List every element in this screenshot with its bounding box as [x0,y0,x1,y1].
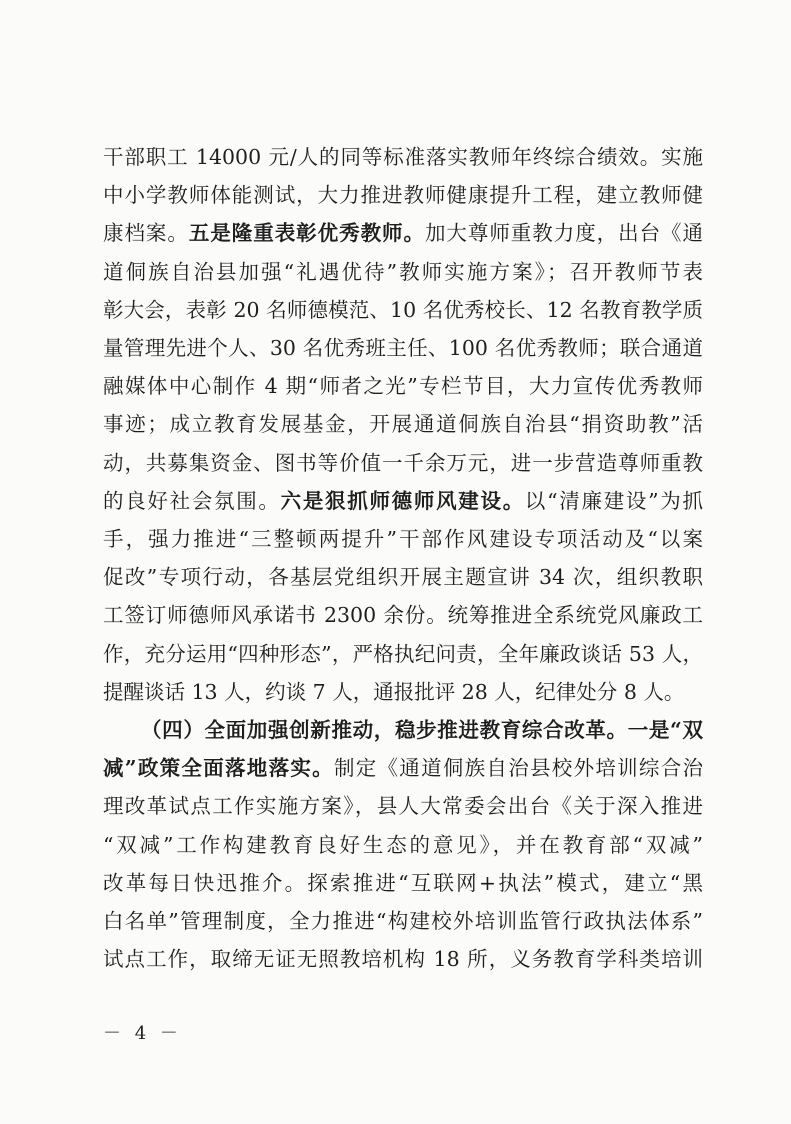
text-line [103,523,703,555]
text-line [103,408,703,440]
text-segment: 量管理先进个人、30 名优秀班主任、100 名优秀教师；联合通道 [103,336,703,360]
text-line [103,676,703,708]
text-line [103,943,703,975]
text-line [103,179,703,211]
bold-text-segment: 六是狠抓师德师风建设。 [280,488,525,513]
text-segment: 事迹；成立教育发展基金，开展通道侗族自治县“捐资助教”活 [103,412,703,437]
bold-text-segment: （四）全面加强创新推动，稳步推进教育综合改革。一是“双 [141,718,703,742]
text-line [103,561,703,593]
page-number: － 4 － [103,1023,182,1044]
text-segment: 改革每日快迅推介。探索推进“互联网+执法”模式，建立“黑 [103,870,703,895]
text-segment: 制定《通道侗族自治县校外培训综合治 [333,756,703,781]
text-line [103,829,703,861]
text-segment: 工签订师德师风承诺书 2300 余份。统筹推进全系统党风廉政工 [103,603,703,628]
text-segment: 试点工作，取缔无证无照教培机构 18 所，义务教育学科类培训 [103,947,703,972]
text-line [103,217,703,249]
text-line [103,332,703,364]
text-line [103,790,703,822]
text-line [103,599,703,631]
text-segment: 彰大会，表彰 20 名师德模范、10 名优秀校长、12 名教育教学质 [103,297,703,322]
text-segment: 提醒谈话 13 人，约谈 7 人，通报批评 28 人，纪律处分 8 人。 [103,679,685,704]
text-segment: 手，强力推进“三整顿两提升”干部作风建设专项活动及“以案 [103,527,703,551]
text-line [103,638,703,670]
text-segment: “双减”工作构建教育良好生态的意见》，并在教育部“双减” [103,832,703,857]
text-line [103,256,703,288]
text-line [103,485,703,517]
text-segment: 中小学教师体能测试，大力推进教师健康提升工程，建立教师健 [103,183,703,208]
text-segment: 以“清廉建设”为抓 [524,488,703,513]
text-segment: 理改革试点工作实施方案》，县人大常委会出台《关于深入推进 [103,794,703,819]
text-line [103,447,703,479]
bold-text-segment: 减”政策全面落地落实。 [103,756,334,781]
text-segment: 干部职工 14000 元/人的同等标准落实教师年终综合绩效。实施 [103,145,703,169]
text-segment: 加大尊师重教力度，出台《通 [424,221,703,246]
text-line [103,370,703,402]
text-segment: 动，共募集资金、图书等价值一千余万元，进一步营造尊师重教 [103,450,703,475]
text-line [103,905,703,937]
text-line [141,714,703,746]
bold-text-segment: 五是隆重表彰优秀教师。 [188,221,425,246]
text-segment: 的良好社会氛围。 [103,488,281,513]
text-segment: 作，充分运用“四种形态”，严格执纪问责，全年廉政谈话 53 人， [103,641,703,666]
text-segment: 康档案。 [103,221,189,246]
text-segment: 道侗族自治县加强“礼遇优待”教师实施方案》；召开教师节表 [103,259,703,284]
text-segment: 融媒体中心制作 4 期“师者之光”专栏节目，大力宣传优秀教师 [103,374,703,399]
text-line [103,867,703,899]
text-line [103,752,703,784]
text-segment: 白名单”管理制度，全力推进“构建校外培训监管行政执法体系” [103,909,703,933]
text-segment: 促改”专项行动，各基层党组织开展主题宣讲 34 次，组织教职 [103,565,703,590]
text-line [103,294,703,326]
text-line [103,141,703,173]
